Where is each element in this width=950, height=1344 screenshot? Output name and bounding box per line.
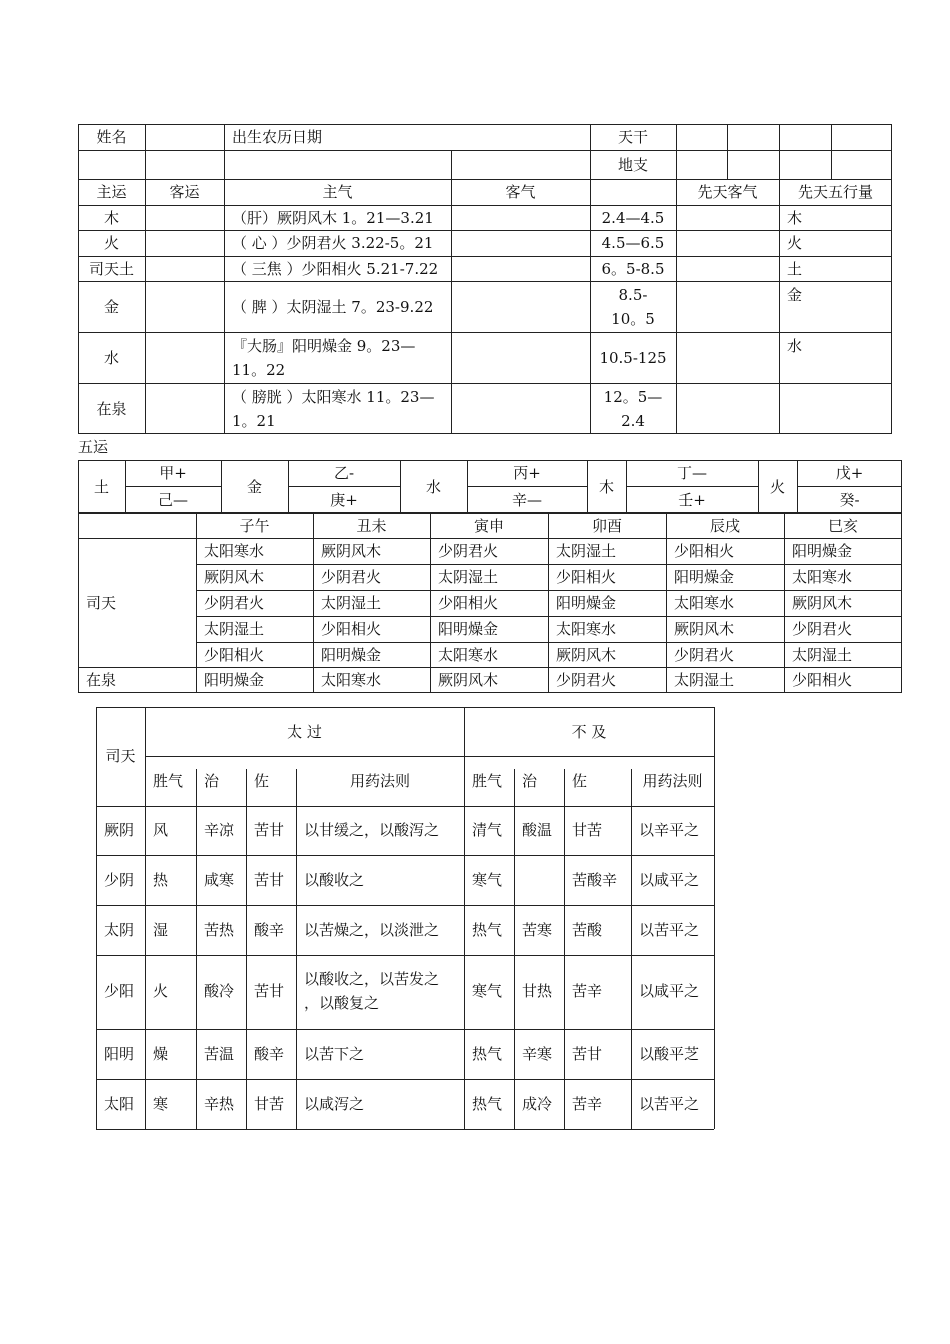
row-label — [78, 564, 196, 590]
yongyao-cell: 苦甘 — [254, 982, 285, 1000]
qi-cell: 少阴君火 — [438, 542, 499, 560]
yongyao-cell: 以咸泻之 — [304, 1095, 365, 1113]
zhuyun-cell: 金 — [103, 297, 119, 316]
date-range-cell: 4.5—6.5 — [601, 234, 665, 252]
rule-line — [96, 1129, 714, 1130]
qi-cell: 少阳相火 — [204, 645, 265, 664]
qi-cell: 阳明燥金 — [204, 671, 265, 689]
yongyao-cell: 苦甘 — [572, 1045, 603, 1063]
zhuqi-cell: （ 三焦 ）少阳相火 5.21-7.22 — [232, 259, 439, 278]
yongyao-cell: 咸寒 — [204, 871, 235, 889]
qi-cell: 少阳相火 — [438, 594, 499, 612]
row-label: 阳明 — [104, 1045, 135, 1063]
yongyao-cell: 风 — [153, 821, 169, 839]
yongyao-cell: 苦寒 — [522, 921, 553, 939]
qi-cell: 厥阴风木 — [556, 645, 617, 664]
qi-cell: 少阴君火 — [556, 671, 617, 689]
qi-cell: 少阳相火 — [674, 542, 735, 560]
yongyao-cell: 成冷 — [522, 1095, 553, 1113]
yongyao-cell: 热气 — [472, 1095, 503, 1113]
wuyun-stem-bottom: 壬+ — [678, 490, 706, 509]
wuxing-cell: 水 — [787, 337, 803, 355]
yongyao-cell: 以酸平芝 — [639, 1045, 700, 1063]
wuyun-element: 土 — [93, 477, 109, 496]
wuxing-cell: 木 — [787, 208, 803, 227]
header-zhuqi: 主气 — [322, 183, 353, 201]
rule-line — [96, 855, 714, 856]
date-range-cell: 10.5-125 — [599, 348, 667, 367]
branch-header: 子午 — [239, 516, 270, 535]
rule-line — [96, 707, 714, 708]
taiguo-header: 太 过 — [287, 723, 322, 741]
yongyao-cell: 苦酸辛 — [572, 871, 618, 889]
subheader-cell: 用药法则 — [642, 772, 703, 790]
row-label: 太阳 — [104, 1095, 135, 1113]
subheader-cell: 用药法则 — [349, 772, 410, 790]
row-label: 少阴 — [104, 871, 135, 889]
yongyao-cell: 寒气 — [472, 982, 503, 1000]
qi-cell: 厥阴风木 — [204, 568, 265, 586]
yongyao-cell: 酸辛 — [254, 921, 285, 939]
subheader-cell: 治 — [522, 772, 538, 790]
yongyao-cell: 以咸平之 — [639, 982, 700, 1000]
yongyao-cell: 甘苦 — [572, 821, 603, 839]
yongyao-cell — [514, 868, 564, 892]
qi-cell: 太阳寒水 — [674, 594, 735, 612]
sitian-label: 司天 — [105, 747, 136, 765]
rule-line — [96, 955, 714, 956]
date-range-cell: 12。5— 2.4 — [603, 387, 663, 430]
yongyao-cell: 辛寒 — [522, 1045, 553, 1063]
qi-cell: 阳明燥金 — [321, 645, 382, 664]
rule-line — [714, 707, 715, 1129]
wuyun-stem-top: 甲+ — [159, 464, 187, 482]
header-xiantian-keqi: 先天客气 — [697, 183, 758, 201]
header-zhuyun: 主运 — [96, 183, 127, 201]
qi-cell: 厥阴风木 — [321, 542, 382, 560]
header-keqi: 客气 — [505, 183, 536, 201]
wuyun-stem-bottom: 癸- — [839, 490, 860, 509]
yongyao-cell: 酸辛 — [254, 1045, 285, 1063]
wuxing-cell: 火 — [787, 234, 803, 252]
rule-line — [96, 1079, 714, 1080]
yongyao-cell: 以咸平之 — [639, 871, 700, 889]
qi-cell: 太阴湿土 — [438, 568, 499, 586]
yongyao-cell: 酸冷 — [204, 982, 235, 1000]
wuyun-element: 木 — [598, 477, 614, 496]
zhuyun-cell: 在泉 — [96, 399, 127, 418]
wuyun-stem-bottom: 辛— — [511, 490, 542, 509]
yongyao-cell: 热气 — [472, 921, 503, 939]
wuxing-cell: 土 — [787, 259, 803, 278]
qi-cell: 厥阴风木 — [674, 620, 735, 638]
wuyun-element: 水 — [425, 477, 441, 496]
qi-cell: 少阳相火 — [556, 568, 617, 586]
yongyao-cell: 苦甘 — [254, 871, 285, 889]
yongyao-cell: 苦温 — [204, 1045, 235, 1063]
yongyao-cell: 苦辛 — [572, 1095, 603, 1113]
yongyao-cell: 以辛平之 — [639, 821, 700, 839]
zhuyun-cell: 木 — [103, 208, 119, 227]
yongyao-cell: 寒 — [153, 1095, 169, 1113]
name-label: 姓名 — [96, 128, 127, 146]
qi-cell: 阳明燥金 — [792, 542, 853, 560]
yongyao-cell: 以酸收之，以苦发之 ，以酸复之 — [304, 970, 440, 1012]
zhuqi-cell: （肝）厥阴风木 1。21—3.21 — [232, 208, 434, 227]
row-label: 少阳 — [104, 982, 135, 1000]
header-xiantian-wuxing: 先天五行量 — [797, 183, 873, 201]
wuxing-cell: 金 — [787, 286, 803, 304]
qi-cell: 阳明燥金 — [556, 594, 617, 612]
dizhi-label: 地支 — [617, 155, 648, 174]
yongyao-cell: 以苦平之 — [639, 1095, 700, 1113]
row-label: 在泉 — [86, 671, 117, 689]
row-label: 太阴 — [104, 921, 135, 939]
yongyao-cell: 火 — [153, 982, 169, 1000]
yongyao-cell: 清气 — [472, 821, 503, 839]
wuyun-stem-bottom: 庚+ — [330, 490, 358, 509]
qi-cell: 少阳相火 — [792, 671, 853, 689]
yongyao-cell: 苦酸 — [572, 921, 603, 939]
branch-header: 巳亥 — [827, 516, 858, 535]
subheader-cell: 胜气 — [472, 772, 503, 790]
yongyao-cell: 辛热 — [204, 1095, 235, 1113]
yongyao-cell: 以苦平之 — [639, 921, 700, 939]
qi-cell: 阳明燥金 — [438, 620, 499, 638]
date-range-cell: 8.5- 10。5 — [611, 285, 655, 328]
qi-cell: 阳明燥金 — [674, 568, 735, 586]
zhuqi-cell: （ 膀胱 ）太阳寒水 11。23— 1。21 — [232, 387, 435, 430]
qi-cell: 太阴湿土 — [792, 645, 853, 664]
branch-header: 卯酉 — [591, 516, 622, 535]
header-keyun: 客运 — [169, 183, 200, 201]
row-label — [78, 538, 196, 564]
branch-header: 辰戌 — [709, 516, 740, 535]
wuyun-label: 五运 — [78, 438, 109, 456]
branch-header: 寅申 — [473, 516, 504, 535]
yongyao-cell: 酸温 — [522, 821, 553, 839]
qi-cell: 太阳寒水 — [792, 568, 853, 586]
qi-cell: 少阴君火 — [204, 594, 265, 612]
subheader-cell: 佐 — [254, 772, 270, 790]
yongyao-cell: 以酸收之 — [304, 871, 365, 889]
buji-header: 不 及 — [571, 723, 607, 741]
date-range-cell: 2.4—4.5 — [601, 208, 665, 227]
qi-cell: 太阴湿土 — [674, 671, 735, 689]
row-label: 厥阴 — [104, 821, 135, 839]
branch-header: 丑未 — [356, 516, 387, 535]
rule-line — [145, 756, 714, 757]
row-label — [78, 616, 196, 642]
yongyao-cell: 寒气 — [472, 871, 503, 889]
zhuqi-cell: 『大肠』阳明燥金 9。23— 11。22 — [232, 336, 416, 379]
date-range-cell: 6。5-8.5 — [601, 259, 665, 278]
tiangan-label: 天干 — [617, 128, 648, 146]
yongyao-cell: 燥 — [153, 1045, 169, 1063]
zhuqi-cell: （ 心 ）少阴君火 3.22-5。21 — [232, 234, 434, 252]
zhuyun-cell: 火 — [103, 234, 119, 252]
yongyao-cell: 以苦下之 — [304, 1045, 365, 1063]
yongyao-cell: 苦甘 — [254, 821, 285, 839]
wuyun-stem-top: 戊+ — [835, 464, 864, 482]
subheader-cell: 佐 — [572, 772, 588, 790]
yongyao-cell: 苦热 — [204, 921, 235, 939]
wuyun-stem-top: 丁— — [676, 464, 707, 482]
yongyao-cell: 苦辛 — [572, 982, 603, 1000]
zhuyun-cell: 司天土 — [88, 259, 134, 278]
qi-cell: 少阴君火 — [674, 645, 735, 664]
yongyao-cell: 甘苦 — [254, 1095, 285, 1113]
zhuqi-cell: （ 脾 ）太阴湿土 7。23-9.22 — [232, 297, 434, 316]
qi-cell: 太阴湿土 — [556, 542, 617, 560]
qi-cell: 太阴湿土 — [204, 620, 265, 638]
rule-line — [96, 1029, 714, 1030]
qi-cell: 少阳相火 — [321, 620, 382, 638]
wuyun-element: 金 — [246, 477, 262, 496]
row-label: 司天 — [86, 594, 117, 612]
qi-cell: 太阴湿土 — [321, 594, 382, 612]
zhuyun-cell: 水 — [103, 348, 119, 367]
yongyao-cell: 热气 — [472, 1045, 503, 1063]
subheader-cell: 治 — [204, 772, 220, 790]
qi-cell: 厥阴风木 — [792, 594, 853, 612]
qi-cell: 太阳寒水 — [321, 671, 382, 689]
qi-cell: 厥阴风木 — [438, 671, 499, 689]
yongyao-cell: 热 — [153, 871, 169, 889]
wuyun-stem-top: 丙+ — [513, 464, 541, 482]
rule-line — [96, 806, 714, 807]
yongyao-cell: 湿 — [153, 921, 169, 939]
yongyao-cell: 甘热 — [522, 982, 553, 1000]
wuyun-stem-bottom: 己— — [157, 490, 188, 509]
wuyun-element: 火 — [769, 477, 785, 496]
qi-cell: 太阳寒水 — [204, 542, 265, 560]
qi-cell: 太阳寒水 — [438, 645, 499, 664]
row-label — [78, 642, 196, 667]
qi-cell: 少阴君火 — [321, 568, 382, 586]
subheader-cell: 胜气 — [153, 772, 184, 790]
qi-cell: 少阴君火 — [792, 620, 853, 638]
rule-line — [96, 905, 714, 906]
yongyao-cell: 以苦燥之，以淡泄之 — [304, 921, 440, 939]
wuyun-stem-top: 乙- — [333, 464, 355, 482]
birth-date-label: 出生农历日期 — [232, 128, 323, 146]
yongyao-cell: 辛凉 — [204, 821, 235, 839]
qi-cell: 太阳寒水 — [556, 620, 617, 638]
yongyao-cell: 以甘缓之，以酸泻之 — [304, 821, 440, 839]
